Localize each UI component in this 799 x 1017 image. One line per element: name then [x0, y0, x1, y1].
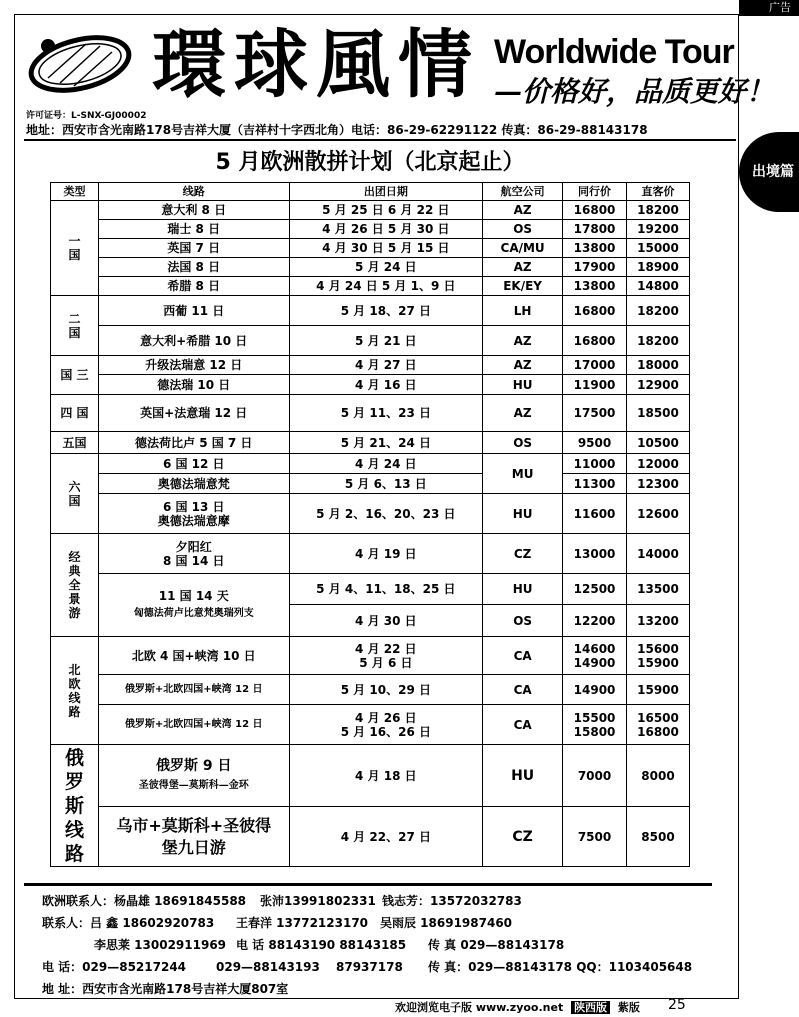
- retail-price-cell: 8000: [627, 745, 690, 807]
- retail-price-cell: 14800: [627, 277, 690, 296]
- dates-cell: [289, 705, 483, 745]
- table-row: [51, 326, 690, 356]
- table-row: [51, 807, 690, 867]
- dates-cell: 5 月 21、24 日: [289, 432, 483, 454]
- table-row: [51, 258, 690, 277]
- route-cell: 6 国 12 日: [98, 454, 289, 474]
- office-address: 地 址：西安市含光南路178号吉祥大厦807室: [42, 982, 289, 996]
- table-row: [51, 201, 690, 220]
- route-cell: 英国+法意瑞 12 日: [98, 395, 289, 432]
- price-line: 16800: [637, 724, 679, 739]
- airline-cell: AZ: [483, 258, 563, 277]
- route-cell: [98, 745, 289, 807]
- dates-cell: 4 月 24 日: [289, 454, 483, 474]
- header-address: 地址：西安市含光南路178号吉祥大厦（吉祥村十字西北角）电话：86-29-62291122 传真：86-29-88143178: [26, 123, 648, 137]
- contact-line: [42, 912, 702, 934]
- airline-cell: LH: [483, 296, 563, 326]
- route-cell: 德法荷比卢 5 国 7 日: [98, 432, 289, 454]
- price-line: 16500: [637, 710, 679, 725]
- category-cell: 一 国: [51, 201, 99, 296]
- route-cell: 意大利 8 日: [98, 201, 289, 220]
- phone-third: 87937178: [336, 960, 403, 974]
- dates-cell: 5 月 18、27 日: [289, 296, 483, 326]
- peer-price-cell: 11300: [563, 474, 627, 494]
- table-row: [51, 395, 690, 432]
- route-line: 夕阳红: [175, 539, 212, 554]
- airline-cell: AZ: [483, 201, 563, 220]
- airline-cell: CZ: [483, 807, 563, 867]
- dates-cell: 5 月 24 日: [289, 258, 483, 277]
- table-row: [51, 356, 690, 375]
- retail-price-cell: 18200: [627, 326, 690, 356]
- airline-cell: HU: [483, 574, 563, 605]
- retail-price-cell: [627, 705, 690, 745]
- table-row: [51, 375, 690, 395]
- price-line: 15600: [637, 641, 679, 656]
- retail-price-cell: 18200: [627, 201, 690, 220]
- contact-zhang: 张沛13991802331: [260, 894, 376, 908]
- footer-divider: [24, 883, 712, 886]
- col-header-airline: 航空公司: [483, 183, 563, 201]
- airline-cell: CA/MU: [483, 239, 563, 258]
- retail-price-cell: 15900: [627, 675, 690, 705]
- table-row: [51, 574, 690, 605]
- route-cell: 意大利+希腊 10 日: [98, 326, 289, 356]
- contact-wang: 王春洋 13772123170: [236, 916, 369, 930]
- peer-price-cell: 11600: [563, 494, 627, 534]
- dates-cell: 5 月 21 日: [289, 326, 483, 356]
- brand-chinese-name: 環球風情: [152, 22, 480, 108]
- office-phone: 电 话 88143190 88143185: [236, 938, 407, 952]
- contact-line: [42, 934, 702, 956]
- route-cell: 英国 7 日: [98, 239, 289, 258]
- license-number: 许可证号：L-SNX-GJ00002: [26, 111, 147, 121]
- dates-cell: 5 月 11、23 日: [289, 395, 483, 432]
- retail-price-cell: 15000: [627, 239, 690, 258]
- table-row: [51, 239, 690, 258]
- table-row: [51, 675, 690, 705]
- tour-schedule-table: [50, 182, 690, 867]
- retail-price-cell: 18900: [627, 258, 690, 277]
- peer-price-cell: 12200: [563, 605, 627, 637]
- retail-price-cell: 14000: [627, 534, 690, 574]
- airline-cell: MU: [483, 454, 563, 494]
- ad-tag: 广告: [739, 0, 799, 16]
- retail-price-cell: 12300: [627, 474, 690, 494]
- retail-price-cell: 12900: [627, 375, 690, 395]
- header-divider: [24, 139, 736, 141]
- page-title: 5 月欧洲散拼计划（北京起止）: [215, 150, 525, 175]
- table-header-row: [51, 183, 690, 201]
- dates-cell: 4 月 30 日 5 月 15 日: [289, 239, 483, 258]
- table-row: [51, 745, 690, 807]
- brand-english-name: Worldwide Tour: [494, 33, 734, 71]
- col-header-retail-price: 直客价: [627, 183, 690, 201]
- globe-logo-icon: [26, 28, 134, 100]
- date-line: 4 月 22 日: [355, 641, 417, 656]
- route-detail: 奥德法瑞意摩: [157, 513, 230, 528]
- price-line: 15500: [573, 710, 616, 725]
- slogan: —价格好，品质更好！: [494, 75, 775, 108]
- route-cell: 德法瑞 10 日: [98, 375, 289, 395]
- dates-cell: 4 月 26 日 5 月 30 日: [289, 220, 483, 239]
- route-cell: 俄罗斯+北欧四国+峡湾 12 日: [98, 675, 289, 705]
- peer-price-cell: 11900: [563, 375, 627, 395]
- airline-cell: EK/EY: [483, 277, 563, 296]
- route-line: 俄罗斯 9 日: [155, 757, 232, 774]
- table-row: [51, 277, 690, 296]
- retail-price-cell: 18500: [627, 395, 690, 432]
- airline-cell: OS: [483, 432, 563, 454]
- airline-cell: OS: [483, 220, 563, 239]
- contact-lv: 联系人：吕 鑫 18602920783: [42, 916, 215, 930]
- route-cell: 升级法瑞意 12 日: [98, 356, 289, 375]
- date-line: 4 月 26 日: [355, 710, 417, 725]
- dates-cell: 4 月 24 日 5 月 1、9 日: [289, 277, 483, 296]
- dates-cell: 4 月 30 日: [289, 605, 483, 637]
- fax-and-qq: 传 真：029—88143178 QQ：1103405648: [428, 960, 693, 974]
- retail-price-cell: 13500: [627, 574, 690, 605]
- price-line: 14600: [573, 641, 616, 656]
- dates-cell: 4 月 16 日: [289, 375, 483, 395]
- airline-cell: AZ: [483, 395, 563, 432]
- col-header-peer-price: 同行价: [563, 183, 627, 201]
- date-line: 5 月 6 日: [359, 655, 413, 670]
- price-line: 15900: [637, 655, 679, 670]
- peer-price-cell: 16800: [563, 296, 627, 326]
- route-detail: 圣彼得堡—莫斯科—金环: [138, 779, 249, 791]
- edition-badge: 陕西版: [571, 1001, 610, 1014]
- contact-europe: 欧洲联系人：杨晶雄 18691845588: [42, 894, 247, 908]
- table-row: [51, 296, 690, 326]
- dates-cell: 5 月 2、16、20、23 日: [289, 494, 483, 534]
- table-row: [51, 474, 690, 494]
- airline-cell: HU: [483, 494, 563, 534]
- route-detail: 堡九日游: [161, 837, 226, 857]
- airline-cell: HU: [483, 745, 563, 807]
- retail-price-cell: 12000: [627, 454, 690, 474]
- dates-cell: 4 月 22、27 日: [289, 807, 483, 867]
- airline-cell: CA: [483, 705, 563, 745]
- dates-cell: [289, 637, 483, 675]
- category-cell: 国 三: [51, 356, 99, 395]
- phone-second: 029—88143193: [216, 960, 320, 974]
- airline-cell: CZ: [483, 534, 563, 574]
- category-cell: 二 国: [51, 296, 99, 356]
- airline-cell: AZ: [483, 326, 563, 356]
- dates-cell: 5 月 4、11、18、25 日: [289, 574, 483, 605]
- category-cell: 四 国: [51, 395, 99, 432]
- col-header-dates: 出团日期: [289, 183, 483, 201]
- contact-qian: 钱志芳：13572032783: [382, 894, 522, 908]
- bottom-bar: [395, 999, 640, 1015]
- color-edition: 紫版: [617, 1001, 640, 1014]
- peer-price-cell: 7500: [563, 807, 627, 867]
- contact-block: [42, 890, 702, 1000]
- contact-li: 李思莱 13002911969: [94, 938, 227, 952]
- peer-price-cell: 17000: [563, 356, 627, 375]
- retail-price-cell: 8500: [627, 807, 690, 867]
- price-line: 15800: [573, 724, 616, 739]
- contact-wu: 吴雨辰 18691987460: [380, 916, 513, 930]
- airline-cell: AZ: [483, 356, 563, 375]
- contact-line: [42, 978, 702, 1000]
- price-line: 14900: [573, 655, 616, 670]
- table-row: [51, 432, 690, 454]
- category-cell: 六 国: [51, 454, 99, 534]
- retail-price-cell: 13200: [627, 605, 690, 637]
- peer-price-cell: [563, 705, 627, 745]
- peer-price-cell: 11000: [563, 454, 627, 474]
- section-tab: 出境篇: [739, 132, 799, 212]
- route-line: 6 国 13 日: [162, 499, 225, 514]
- dates-cell: 4 月 19 日: [289, 534, 483, 574]
- phone-main: 电 话：029—85217244: [42, 960, 187, 974]
- peer-price-cell: 12500: [563, 574, 627, 605]
- route-cell: 瑞士 8 日: [98, 220, 289, 239]
- route-detail: 匈德法荷卢比意梵奥瑞列支: [133, 608, 254, 619]
- office-fax: 传 真 029—88143178: [428, 938, 565, 952]
- route-cell: [98, 574, 289, 637]
- col-header-type: 类型: [51, 183, 99, 201]
- route-cell: 奥德法瑞意梵: [98, 474, 289, 494]
- category-cell: 经 典 全 景 游: [51, 534, 99, 637]
- retail-price-cell: 18000: [627, 356, 690, 375]
- dates-cell: 5 月 10、29 日: [289, 675, 483, 705]
- route-cell: [98, 807, 289, 867]
- peer-price-cell: 9500: [563, 432, 627, 454]
- table-row: [51, 637, 690, 675]
- dates-cell: 4 月 18 日: [289, 745, 483, 807]
- category-cell: 俄 罗 斯 线 路: [51, 745, 99, 867]
- peer-price-cell: 17800: [563, 220, 627, 239]
- dates-cell: 5 月 6、13 日: [289, 474, 483, 494]
- route-cell: 俄罗斯+北欧四国+峡湾 12 日: [98, 705, 289, 745]
- dates-cell: 5 月 25 日 6 月 22 日: [289, 201, 483, 220]
- route-cell: 法国 8 日: [98, 258, 289, 277]
- peer-price-cell: [563, 637, 627, 675]
- table-row: [51, 494, 690, 534]
- retail-price-cell: 19200: [627, 220, 690, 239]
- peer-price-cell: 17900: [563, 258, 627, 277]
- peer-price-cell: 17500: [563, 395, 627, 432]
- contact-line: [42, 956, 702, 978]
- airline-cell: CA: [483, 637, 563, 675]
- peer-price-cell: 13800: [563, 239, 627, 258]
- peer-price-cell: 16800: [563, 201, 627, 220]
- website-note: 欢迎浏览电子版 www.zyoo.net: [395, 1001, 564, 1014]
- date-line: 5 月 16、26 日: [340, 724, 431, 739]
- table-row: [51, 454, 690, 474]
- route-line: 11 国 14 天: [158, 589, 229, 603]
- route-cell: 希腊 8 日: [98, 277, 289, 296]
- route-cell: 北欧 4 国+峡湾 10 日: [98, 637, 289, 675]
- category-cell: 五国: [51, 432, 99, 454]
- airline-cell: CA: [483, 675, 563, 705]
- airline-cell: HU: [483, 375, 563, 395]
- retail-price-cell: 18200: [627, 296, 690, 326]
- route-detail: 8 国 14 日: [162, 553, 225, 568]
- retail-price-cell: 12600: [627, 494, 690, 534]
- peer-price-cell: 14900: [563, 675, 627, 705]
- route-cell: 西葡 11 日: [98, 296, 289, 326]
- route-cell: [98, 494, 289, 534]
- retail-price-cell: [627, 637, 690, 675]
- airline-cell: OS: [483, 605, 563, 637]
- dates-cell: 4 月 27 日: [289, 356, 483, 375]
- peer-price-cell: 13000: [563, 534, 627, 574]
- peer-price-cell: 16800: [563, 326, 627, 356]
- category-cell: 北 欧 线 路: [51, 637, 99, 745]
- peer-price-cell: 13800: [563, 277, 627, 296]
- route-line: 乌市+莫斯科+圣彼得: [116, 815, 272, 835]
- table-row: [51, 705, 690, 745]
- retail-price-cell: 10500: [627, 432, 690, 454]
- table-row: [51, 220, 690, 239]
- route-cell: [98, 534, 289, 574]
- peer-price-cell: 7000: [563, 745, 627, 807]
- col-header-route: 线路: [98, 183, 289, 201]
- contact-line: [42, 890, 702, 912]
- table-row: [51, 534, 690, 574]
- page-number: 25: [668, 997, 686, 1013]
